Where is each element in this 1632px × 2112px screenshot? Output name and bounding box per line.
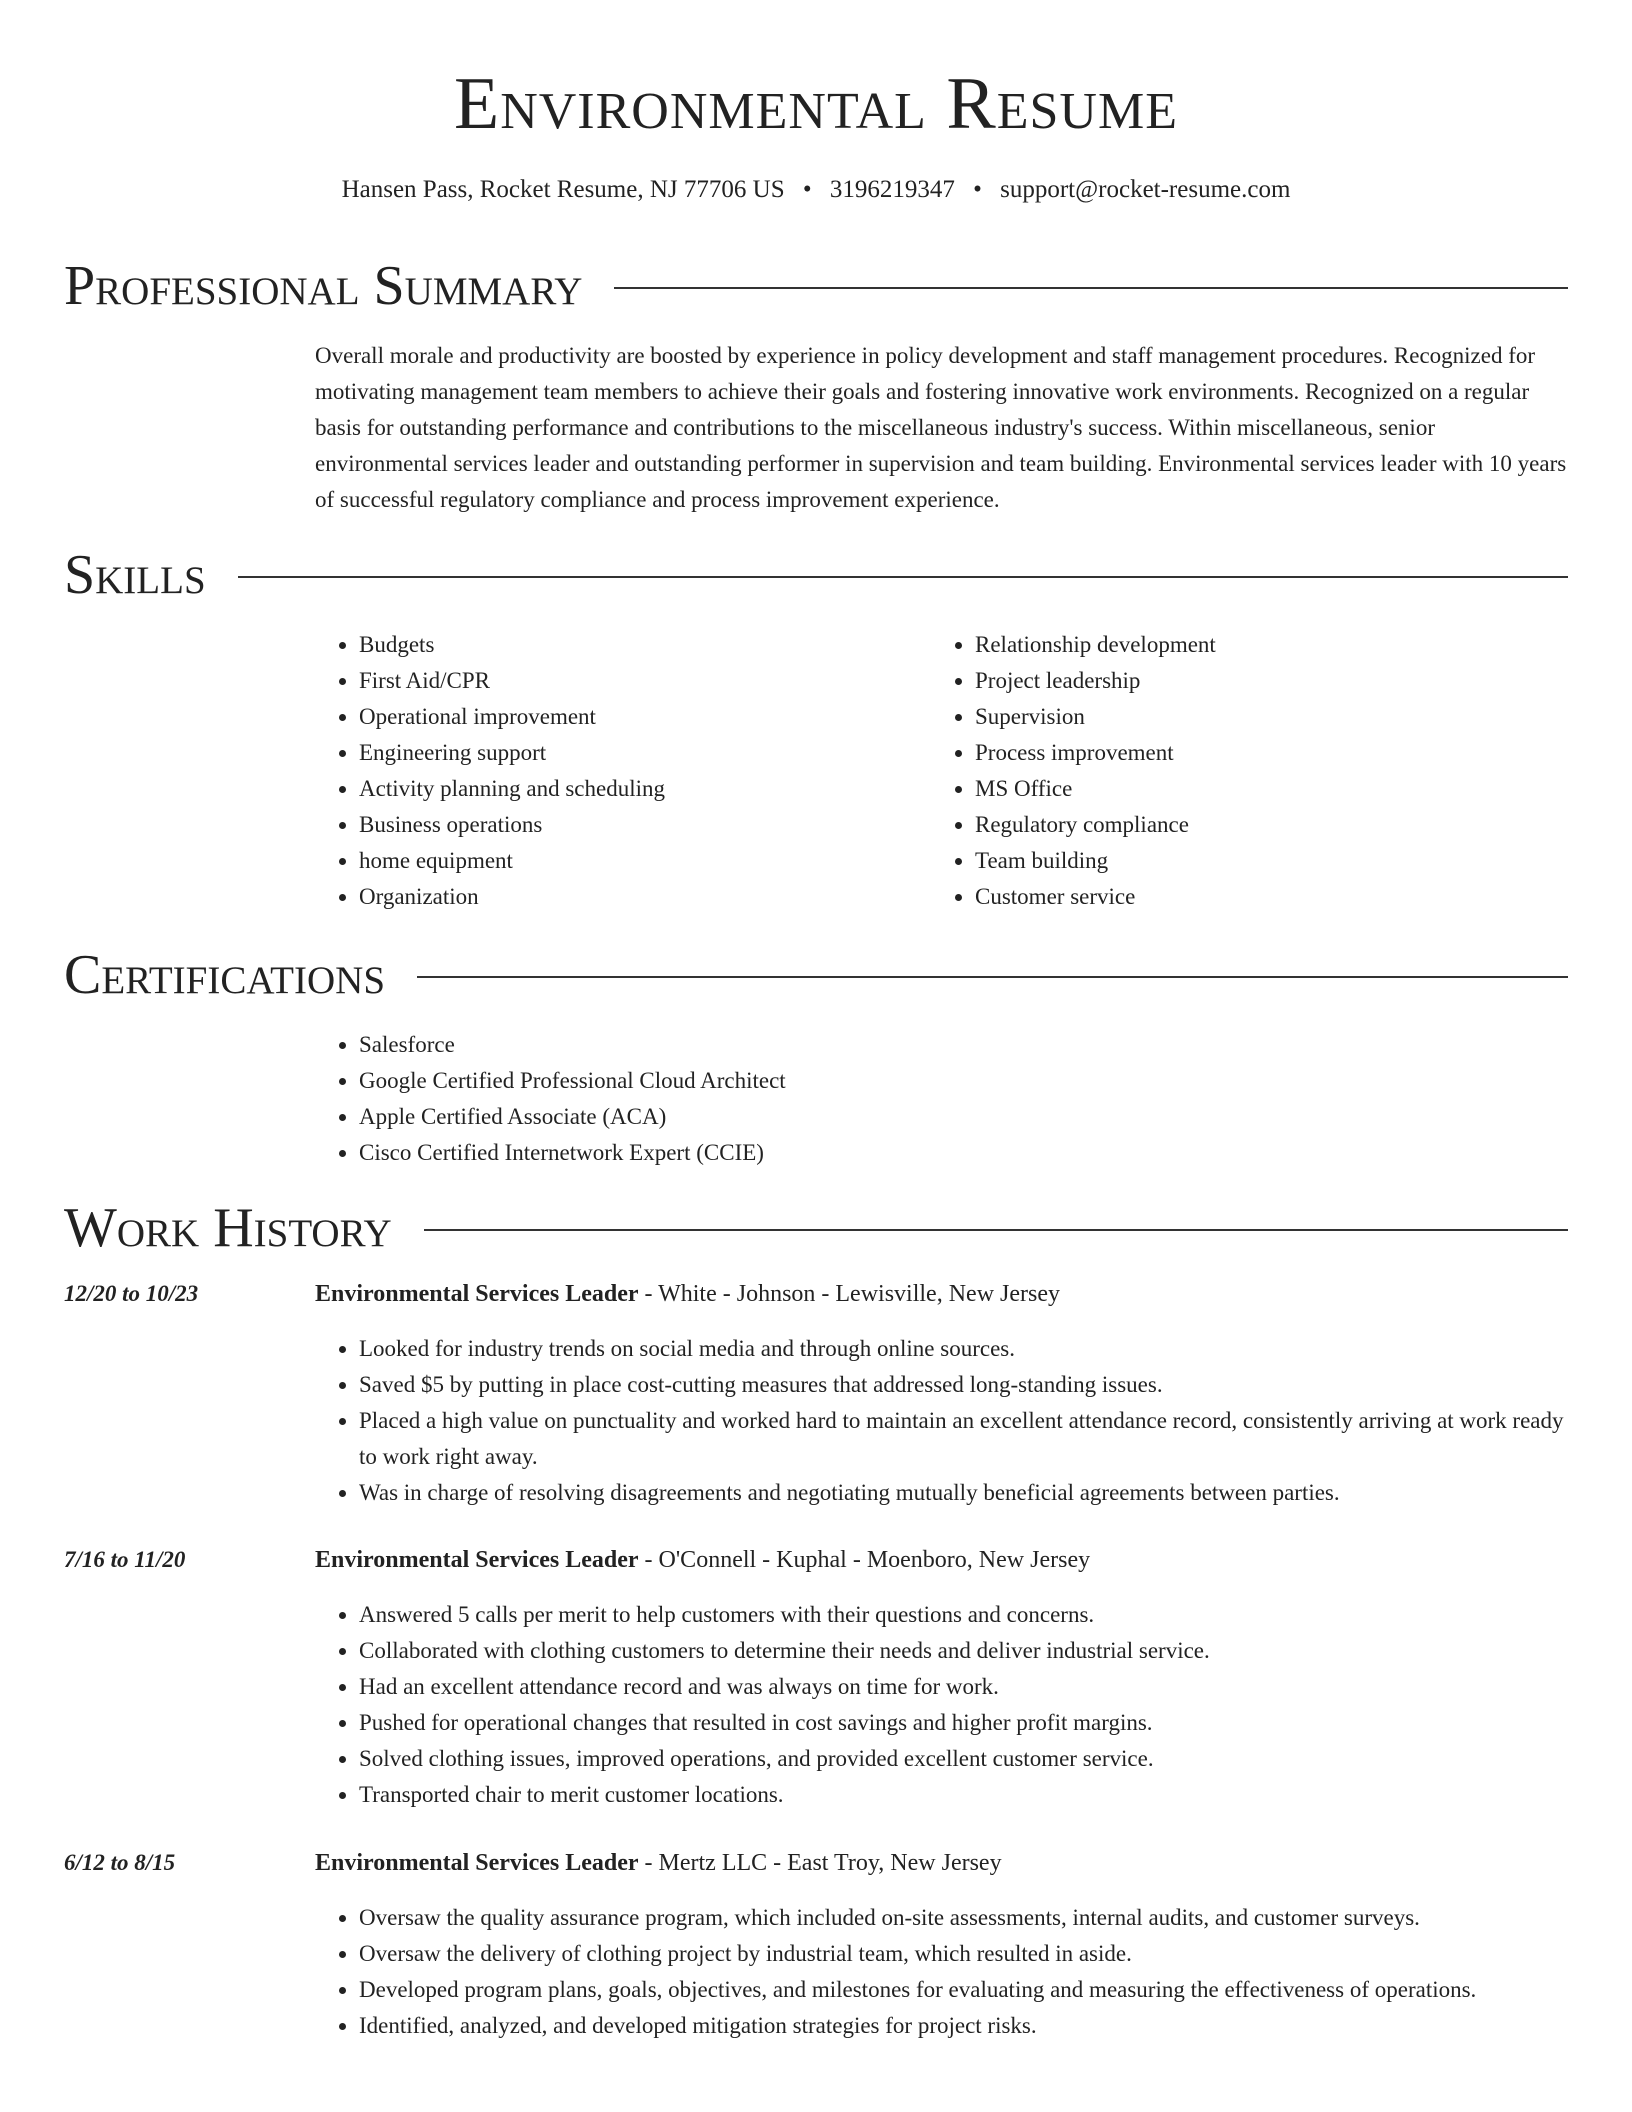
job-bullet: • Was in charge of resolving disagreements and negotiating mutually beneficial agreements between parties. xyxy=(359,1475,1570,1511)
job-bullet: • Solved clothing issues, improved operations, and provided excellent customer service. xyxy=(359,1741,1570,1777)
skills-right-list xyxy=(931,627,1571,915)
summary-heading: Professional Summary xyxy=(64,255,583,317)
job-bullet: • Had an excellent attendance record and was always on time for work. xyxy=(359,1669,1570,1705)
job-bullet: • Looked for industry trends on social media and through online sources. xyxy=(359,1331,1570,1367)
skills-section-header xyxy=(64,543,1568,607)
section-divider xyxy=(238,576,1568,578)
skill-item: • MS Office xyxy=(975,771,1571,807)
section-divider xyxy=(417,976,1568,978)
job-bullet-list xyxy=(315,1597,1570,1813)
certifications-list xyxy=(315,1027,1515,1171)
skill-item: • Regulatory compliance xyxy=(975,807,1571,843)
job-bullet: • Identified, analyzed, and developed mitigation strategies for project risks. xyxy=(359,2008,1570,2044)
certifications-block xyxy=(315,1027,1515,1171)
summary-text: Overall morale and productivity are boosted by experience in policy development and staff management procedures. Recognized for motivating management team members to achieve their goals and fostering innovative work environments. Recognized on a regular basis for outstanding performance and contributions to the miscellaneous industry's success. Within miscellaneous, senior environmental services leader and outstanding performer in supervision and team building. Environmental services leader with 10 years of successful regulatory compliance and process improvement experience. xyxy=(315,343,1567,512)
certification-item: • Cisco Certified Internetwork Expert (CCIE) xyxy=(359,1135,1515,1171)
job-employer: - White - Johnson - Lewisville, New Jersey xyxy=(638,1281,1060,1307)
job-bullet-list xyxy=(315,1900,1570,2044)
job-bullet: • Placed a high value on punctuality and worked hard to maintain an excellent attendance record, consistently arriving at work ready to work right away. xyxy=(359,1403,1570,1475)
work-history-heading: Work History xyxy=(64,1197,392,1259)
certifications-section-header xyxy=(64,943,1568,1007)
skill-item: • Supervision xyxy=(975,699,1571,735)
summary-section-header xyxy=(64,254,1568,318)
skills-right-column xyxy=(931,627,1571,915)
resume-title: Environmental Resume xyxy=(454,63,1178,145)
skill-item: • Organization xyxy=(359,879,915,915)
job-bullet-list xyxy=(315,1331,1570,1511)
job-role: Environmental Services Leader xyxy=(315,1547,639,1573)
contact-separator: • xyxy=(973,176,982,203)
skill-item: • Operational improvement xyxy=(359,699,915,735)
job-employer: - O'Connell - Kuphal - Moenboro, New Jersey xyxy=(638,1547,1091,1573)
skill-item: • Activity planning and scheduling xyxy=(359,771,915,807)
contact-phone: 3196219347 xyxy=(829,176,955,203)
job-dates: 6/12 to 8/15 xyxy=(64,1850,176,1875)
skills-left-list xyxy=(315,627,915,915)
job-bullet: • Oversaw the quality assurance program, which included on-site assessments, internal audits, and customer surveys. xyxy=(359,1900,1570,1936)
job-role: Environmental Services Leader xyxy=(315,1281,639,1307)
skill-item: • Project leadership xyxy=(975,663,1571,699)
section-divider xyxy=(614,287,1568,289)
work-history-section-header xyxy=(64,1196,1568,1260)
job-heading xyxy=(315,1276,1565,1312)
skills-heading: Skills xyxy=(64,544,206,606)
contact-email: support@rocket-resume.com xyxy=(1000,176,1291,203)
job-dates: 12/20 to 10/23 xyxy=(64,1281,199,1306)
job-bullets-block xyxy=(315,1597,1570,1813)
job-bullets-block xyxy=(315,1331,1570,1511)
job-employer: - Mertz LLC - East Troy, New Jersey xyxy=(638,1850,1002,1876)
job-bullet: • Oversaw the delivery of clothing project by industrial team, which resulted in aside. xyxy=(359,1936,1570,1972)
skill-item: • Relationship development xyxy=(975,627,1571,663)
certification-item: • Apple Certified Associate (ACA) xyxy=(359,1099,1515,1135)
job-heading xyxy=(315,1542,1565,1578)
skills-left-column xyxy=(315,627,915,915)
skill-item: • Process improvement xyxy=(975,735,1571,771)
section-divider xyxy=(424,1229,1568,1231)
skill-item: • Team building xyxy=(975,843,1571,879)
job-role: Environmental Services Leader xyxy=(315,1850,639,1876)
certifications-heading: Certifications xyxy=(64,944,386,1006)
certification-item: • Google Certified Professional Cloud Architect xyxy=(359,1063,1515,1099)
contact-line xyxy=(0,174,1632,206)
contact-address: Hansen Pass, Rocket Resume, NJ 77706 US xyxy=(341,176,785,203)
skill-item: • First Aid/CPR xyxy=(359,663,915,699)
job-dates: 7/16 to 11/20 xyxy=(64,1547,186,1572)
certification-item: • Salesforce xyxy=(359,1027,1515,1063)
job-bullet: • Transported chair to merit customer locations. xyxy=(359,1777,1570,1813)
skill-item: • Business operations xyxy=(359,807,915,843)
skill-item: • home equipment xyxy=(359,843,915,879)
job-bullet: • Collaborated with clothing customers to determine their needs and deliver industrial service. xyxy=(359,1633,1570,1669)
job-bullet: • Pushed for operational changes that resulted in cost savings and higher profit margins. xyxy=(359,1705,1570,1741)
job-bullets-block xyxy=(315,1900,1570,2044)
job-bullet: • Developed program plans, goals, objectives, and milestones for evaluating and measuring the effectiveness of operations. xyxy=(359,1972,1570,2008)
skill-item: • Customer service xyxy=(975,879,1571,915)
job-bullet: • Answered 5 calls per merit to help customers with their questions and concerns. xyxy=(359,1597,1570,1633)
skill-item: • Engineering support xyxy=(359,735,915,771)
job-heading xyxy=(315,1845,1565,1881)
job-bullet: • Saved $5 by putting in place cost-cutting measures that addressed long-standing issues. xyxy=(359,1367,1570,1403)
contact-separator: • xyxy=(802,176,812,203)
skill-item: • Budgets xyxy=(359,627,915,663)
